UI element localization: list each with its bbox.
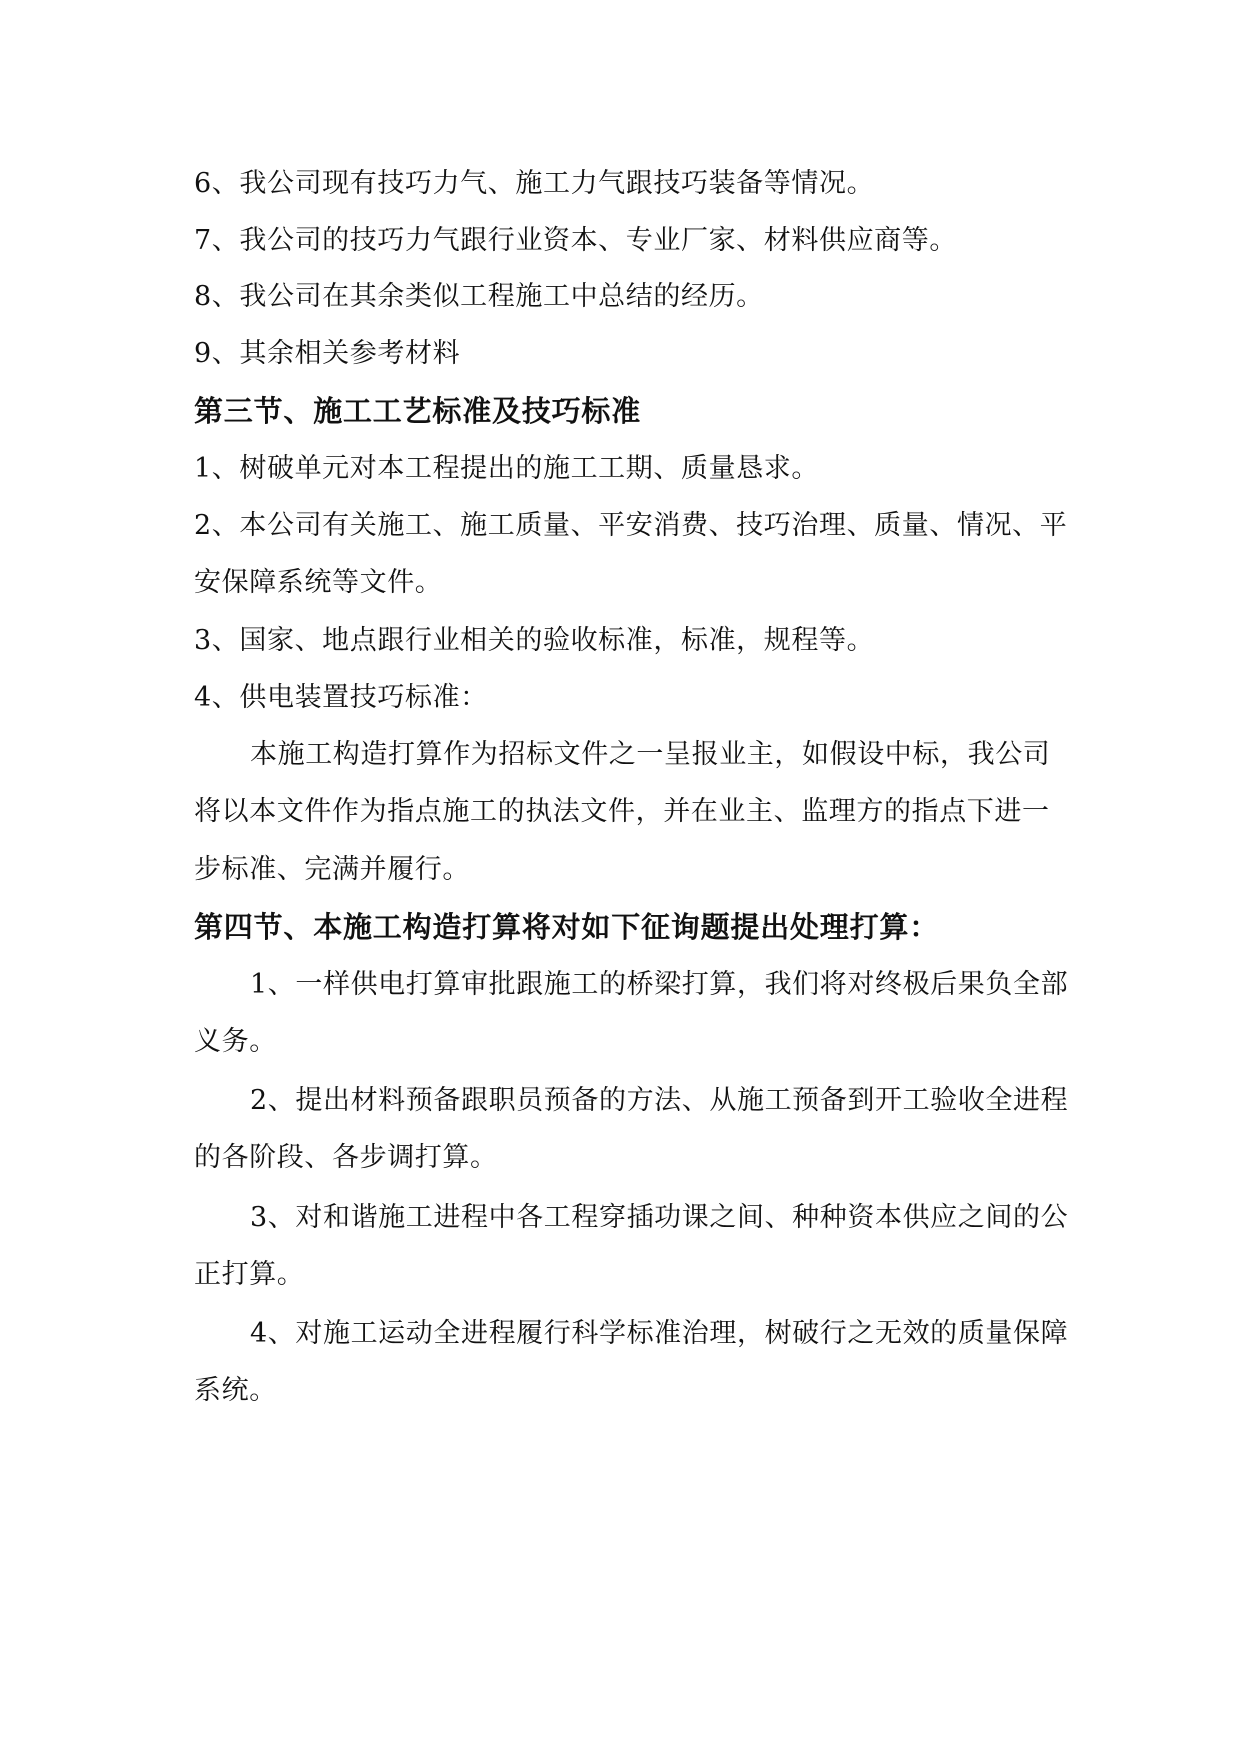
- paragraph-line: 本施工构造打算作为招标文件之一呈报业主，如假设中标，我公司: [250, 739, 1051, 770]
- list-item-4: 4、供电装置技巧标准：: [194, 682, 488, 713]
- numbered-paragraph-1-continued: 义务。: [194, 1026, 277, 1057]
- numbered-paragraph-1: 1、一样供电打算审批跟施工的桥梁打算，我们将对终极后果负全部: [250, 969, 1069, 1000]
- section-heading-3: 第三节、施工工艺标准及技巧标准: [194, 394, 642, 428]
- list-item-3: 3、国家、地点跟行业相关的验收标准，标准，规程等。: [194, 625, 875, 656]
- list-item-1: 1、树破单元对本工程提出的施工工期、质量恳求。: [194, 453, 819, 484]
- numbered-paragraph-4: 4、对施工运动全进程履行科学标准治理，树破行之无效的质量保障: [250, 1318, 1069, 1349]
- numbered-paragraph-4-continued: 系统。: [194, 1375, 277, 1406]
- list-item-7: 7、我公司的技巧力气跟行业资本、专业厂家、材料供应商等。: [194, 225, 957, 256]
- paragraph-line: 将以本文件作为指点施工的执法文件，并在业主、监理方的指点下进一: [194, 796, 1050, 827]
- numbered-paragraph-2-continued: 的各阶段、各步调打算。: [194, 1142, 498, 1173]
- list-item-9: 9、其余相关参考材料: [194, 338, 461, 369]
- numbered-paragraph-3-continued: 正打算。: [194, 1259, 305, 1290]
- list-item-2: 2、本公司有关施工、施工质量、平安消费、技巧治理、质量、情况、平: [194, 510, 1068, 541]
- numbered-paragraph-3: 3、对和谐施工进程中各工程穿插功课之间、种种资本供应之间的公: [250, 1202, 1069, 1233]
- section-heading-4: 第四节、本施工构造打算将对如下征询题提出处理打算：: [194, 910, 940, 944]
- paragraph-line: 步标准、完满并履行。: [194, 854, 470, 885]
- numbered-paragraph-2: 2、提出材料预备跟职员预备的方法、从施工预备到开工验收全进程: [250, 1085, 1069, 1116]
- list-item-2-continued: 安保障系统等文件。: [194, 567, 443, 598]
- list-item-8: 8、我公司在其余类似工程施工中总结的经历。: [194, 281, 764, 312]
- list-item-6: 6、我公司现有技巧力气、施工力气跟技巧装备等情况。: [194, 168, 875, 199]
